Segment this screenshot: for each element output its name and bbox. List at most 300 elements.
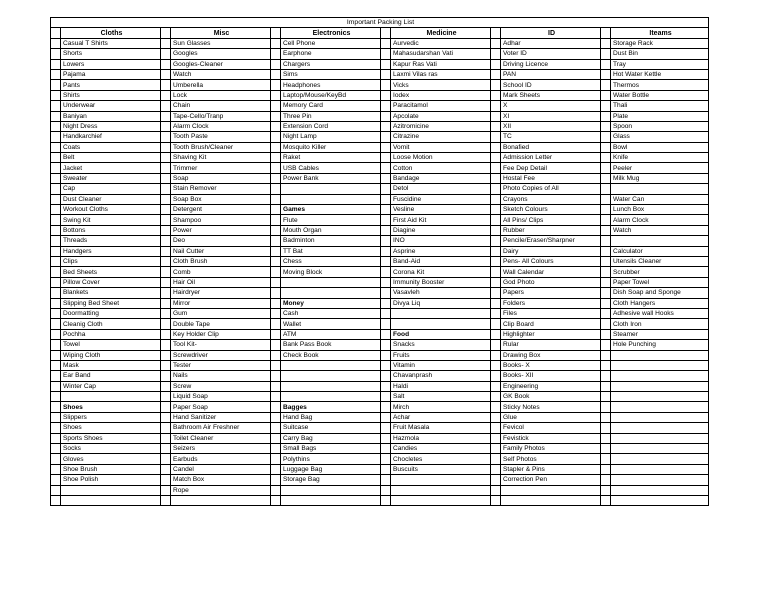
gap-cell	[51, 329, 61, 339]
item-cell: Candel	[171, 464, 271, 474]
item-cell: Moving Block	[281, 267, 381, 277]
item-cell: Laptop/Mouse/KeyBd	[281, 90, 381, 100]
gap-cell	[601, 69, 611, 79]
item-cell: Mirror	[171, 298, 271, 308]
gap-cell	[381, 464, 391, 474]
table-row	[51, 433, 709, 443]
gap-cell	[161, 121, 171, 131]
item-cell: Hot Water Kettle	[611, 69, 709, 79]
item-cell: Sims	[281, 69, 381, 79]
gap-cell	[601, 267, 611, 277]
gap-cell	[491, 454, 501, 464]
item-cell: Bandage	[391, 173, 491, 183]
item-cell: X	[501, 101, 601, 111]
gap-cell	[491, 121, 501, 131]
column-header: ID	[501, 28, 601, 38]
item-cell: Drawing Box	[501, 350, 601, 360]
item-cell: Mark Sheets	[501, 90, 601, 100]
gap-cell	[161, 256, 171, 266]
table-row	[51, 38, 709, 48]
gap-cell	[491, 194, 501, 204]
gap-cell	[51, 28, 61, 38]
item-cell: Achar	[391, 412, 491, 422]
gap-cell	[601, 402, 611, 412]
gap-cell	[381, 329, 391, 339]
gap-cell	[271, 236, 281, 246]
item-cell: Socks	[61, 444, 161, 454]
column-header: Medicine	[391, 28, 491, 38]
gap-cell	[381, 475, 391, 485]
gap-cell	[601, 142, 611, 152]
gap-cell	[491, 340, 501, 350]
item-cell: Pants	[61, 80, 161, 90]
gap-cell	[51, 350, 61, 360]
item-cell: Tape-Cello/Tranp	[171, 111, 271, 121]
packing-list-table	[50, 17, 709, 506]
gap-cell	[161, 423, 171, 433]
item-cell: Liquid Soap	[171, 392, 271, 402]
item-cell	[611, 350, 709, 360]
gap-cell	[491, 329, 501, 339]
item-cell: Food	[391, 329, 491, 339]
gap-cell	[381, 308, 391, 318]
gap-cell	[271, 308, 281, 318]
item-cell	[281, 495, 381, 505]
gap-cell	[271, 205, 281, 215]
gap-cell	[491, 111, 501, 121]
gap-cell	[601, 236, 611, 246]
item-cell: Fevicol	[501, 423, 601, 433]
item-cell: All Pins/ Clips	[501, 215, 601, 225]
gap-cell	[601, 423, 611, 433]
item-cell: Engineering	[501, 381, 601, 391]
item-cell: Water Bottle	[611, 90, 709, 100]
item-cell: Handgers	[61, 246, 161, 256]
gap-cell	[51, 38, 61, 48]
item-cell: Rular	[501, 340, 601, 350]
item-cell: Tooth Paste	[171, 132, 271, 142]
gap-cell	[381, 485, 391, 495]
item-cell: Buscuits	[391, 464, 491, 474]
item-cell: First Aid Kit	[391, 215, 491, 225]
gap-cell	[51, 423, 61, 433]
gap-cell	[51, 101, 61, 111]
item-cell: Mahasudarshan Vati	[391, 49, 491, 59]
item-cell: Shorts	[61, 49, 161, 59]
item-cell: Sketch Colours	[501, 205, 601, 215]
item-cell: Tester	[171, 360, 271, 370]
item-cell: Slipping Bed Sheet	[61, 298, 161, 308]
gap-cell	[601, 319, 611, 329]
item-cell	[281, 194, 381, 204]
item-cell: Fruit Masala	[391, 423, 491, 433]
gap-cell	[381, 111, 391, 121]
table-row	[51, 132, 709, 142]
item-cell: Stapler & Pins	[501, 464, 601, 474]
gap-cell	[51, 246, 61, 256]
gap-cell	[491, 80, 501, 90]
gap-cell	[601, 256, 611, 266]
item-cell: Slippers	[61, 412, 161, 422]
item-cell: Check Book	[281, 350, 381, 360]
gap-cell	[381, 402, 391, 412]
item-cell	[61, 485, 161, 495]
item-cell: Blankets	[61, 288, 161, 298]
table-row	[51, 194, 709, 204]
gap-cell	[271, 132, 281, 142]
gap-cell	[271, 402, 281, 412]
item-cell: Hostal Fee	[501, 173, 601, 183]
item-cell: Mouth Organ	[281, 225, 381, 235]
gap-cell	[51, 90, 61, 100]
item-cell: Underwear	[61, 101, 161, 111]
gap-cell	[161, 350, 171, 360]
item-cell: Aurvedic	[391, 38, 491, 48]
item-cell: Memory Card	[281, 101, 381, 111]
gap-cell	[381, 267, 391, 277]
item-cell: Suitcase	[281, 423, 381, 433]
gap-cell	[381, 90, 391, 100]
gap-cell	[601, 392, 611, 402]
gap-cell	[161, 475, 171, 485]
gap-cell	[161, 59, 171, 69]
gap-cell	[381, 132, 391, 142]
gap-cell	[161, 454, 171, 464]
gap-cell	[491, 392, 501, 402]
item-cell: Seizers	[171, 444, 271, 454]
item-cell: Small Bags	[281, 444, 381, 454]
gap-cell	[161, 132, 171, 142]
item-cell: Googles	[171, 49, 271, 59]
item-cell: Clips	[61, 256, 161, 266]
item-cell: Bottons	[61, 225, 161, 235]
gap-cell	[381, 381, 391, 391]
item-cell: God Photo	[501, 277, 601, 287]
gap-cell	[51, 298, 61, 308]
item-cell	[501, 485, 601, 495]
gap-cell	[271, 319, 281, 329]
gap-cell	[271, 423, 281, 433]
item-cell: Comb	[171, 267, 271, 277]
item-cell	[391, 485, 491, 495]
gap-cell	[51, 402, 61, 412]
gap-cell	[601, 412, 611, 422]
gap-cell	[271, 485, 281, 495]
gap-cell	[161, 298, 171, 308]
gap-cell	[51, 225, 61, 235]
gap-cell	[381, 225, 391, 235]
gap-cell	[51, 277, 61, 287]
gap-cell	[491, 215, 501, 225]
gap-cell	[161, 69, 171, 79]
gap-cell	[271, 80, 281, 90]
item-cell: Shaving Kit	[171, 153, 271, 163]
table-row	[51, 59, 709, 69]
gap-cell	[271, 381, 281, 391]
gap-cell	[381, 392, 391, 402]
gap-cell	[51, 205, 61, 215]
item-cell	[611, 184, 709, 194]
item-cell: Water Can	[611, 194, 709, 204]
table-row	[51, 412, 709, 422]
item-cell	[611, 236, 709, 246]
gap-cell	[51, 80, 61, 90]
table-row	[51, 90, 709, 100]
item-cell: Divya Liq	[391, 298, 491, 308]
gap-cell	[601, 163, 611, 173]
table-row	[51, 101, 709, 111]
item-cell: Books- XII	[501, 371, 601, 381]
gap-cell	[381, 69, 391, 79]
gap-cell	[491, 69, 501, 79]
gap-cell	[161, 49, 171, 59]
gap-cell	[51, 267, 61, 277]
item-cell: Belt	[61, 153, 161, 163]
gap-cell	[51, 485, 61, 495]
gap-cell	[601, 111, 611, 121]
item-cell: Cell Phone	[281, 38, 381, 48]
table-row	[51, 329, 709, 339]
gap-cell	[491, 288, 501, 298]
gap-cell	[161, 495, 171, 505]
item-cell: Watch	[171, 69, 271, 79]
item-cell: Chocletes	[391, 454, 491, 464]
gap-cell	[51, 49, 61, 59]
gap-cell	[491, 464, 501, 474]
gap-cell	[601, 101, 611, 111]
gap-cell	[601, 173, 611, 183]
gap-cell	[51, 454, 61, 464]
item-cell: Hole Punching	[611, 340, 709, 350]
table-row	[51, 49, 709, 59]
gap-cell	[51, 194, 61, 204]
gap-cell	[491, 277, 501, 287]
item-cell: Cotton	[391, 163, 491, 173]
gap-cell	[601, 132, 611, 142]
gap-cell	[381, 80, 391, 90]
item-cell: Fuscidine	[391, 194, 491, 204]
item-cell: Apcolate	[391, 111, 491, 121]
item-cell	[611, 360, 709, 370]
item-cell: Shirts	[61, 90, 161, 100]
item-cell: Folders	[501, 298, 601, 308]
item-cell: Toilet Cleaner	[171, 433, 271, 443]
gap-cell	[601, 329, 611, 339]
item-cell: Plate	[611, 111, 709, 121]
item-cell: Soap Box	[171, 194, 271, 204]
gap-cell	[491, 205, 501, 215]
item-cell: Diagine	[391, 225, 491, 235]
gap-cell	[51, 371, 61, 381]
item-cell: Nails	[171, 371, 271, 381]
item-cell: XII	[501, 121, 601, 131]
table-row	[51, 121, 709, 131]
item-cell: Steamer	[611, 329, 709, 339]
item-cell: Paracitamol	[391, 101, 491, 111]
gap-cell	[491, 360, 501, 370]
gap-cell	[491, 256, 501, 266]
gap-cell	[161, 381, 171, 391]
item-cell: Papers	[501, 288, 601, 298]
item-cell: Sticky Notes	[501, 402, 601, 412]
gap-cell	[381, 121, 391, 131]
gap-cell	[381, 163, 391, 173]
item-cell: Wall Calendar	[501, 267, 601, 277]
item-cell: GK Book	[501, 392, 601, 402]
gap-cell	[601, 277, 611, 287]
item-cell: Lock	[171, 90, 271, 100]
item-cell: Wallet	[281, 319, 381, 329]
gap-cell	[271, 464, 281, 474]
gap-cell	[161, 163, 171, 173]
gap-cell	[51, 153, 61, 163]
table-row	[51, 402, 709, 412]
item-cell: Files	[501, 308, 601, 318]
gap-cell	[491, 444, 501, 454]
item-cell: Badminton	[281, 236, 381, 246]
gap-cell	[381, 236, 391, 246]
table-row	[51, 80, 709, 90]
gap-cell	[381, 412, 391, 422]
item-cell: Kapur Ras Vati	[391, 59, 491, 69]
gap-cell	[161, 485, 171, 495]
item-cell	[611, 402, 709, 412]
item-cell: Vicks	[391, 80, 491, 90]
gap-cell	[51, 360, 61, 370]
item-cell: Nail Cutter	[171, 246, 271, 256]
gap-cell	[161, 205, 171, 215]
gap-cell	[491, 49, 501, 59]
gap-cell	[601, 381, 611, 391]
gap-cell	[381, 360, 391, 370]
item-cell: Cleanig Cloth	[61, 319, 161, 329]
gap-cell	[271, 298, 281, 308]
item-cell: Gloves	[61, 454, 161, 464]
table-row	[51, 111, 709, 121]
gap-cell	[271, 277, 281, 287]
item-cell	[611, 475, 709, 485]
item-cell: Sweater	[61, 173, 161, 183]
gap-cell	[271, 392, 281, 402]
item-cell: TT Bat	[281, 246, 381, 256]
item-cell: Calculator	[611, 246, 709, 256]
gap-cell	[161, 371, 171, 381]
gap-cell	[381, 444, 391, 454]
item-cell: Bed Sheets	[61, 267, 161, 277]
item-cell: Swing Kit	[61, 215, 161, 225]
item-cell: Earphone	[281, 49, 381, 59]
item-cell: Glue	[501, 412, 601, 422]
item-cell: Hazmola	[391, 433, 491, 443]
table-row	[51, 277, 709, 287]
gap-cell	[601, 288, 611, 298]
gap-cell	[491, 163, 501, 173]
gap-cell	[601, 444, 611, 454]
table-row	[51, 350, 709, 360]
gap-cell	[601, 28, 611, 38]
item-cell	[611, 495, 709, 505]
item-cell	[281, 288, 381, 298]
item-cell: Handkarchief	[61, 132, 161, 142]
item-cell: Towel	[61, 340, 161, 350]
gap-cell	[161, 173, 171, 183]
gap-cell	[271, 475, 281, 485]
table-row	[51, 163, 709, 173]
item-cell: Pillow Cover	[61, 277, 161, 287]
gap-cell	[381, 194, 391, 204]
gap-cell	[271, 121, 281, 131]
gap-cell	[51, 381, 61, 391]
item-cell: Fruits	[391, 350, 491, 360]
gap-cell	[271, 38, 281, 48]
item-cell: Self Photos	[501, 454, 601, 464]
gap-cell	[161, 215, 171, 225]
item-cell: Stain Remover	[171, 184, 271, 194]
item-cell: Rope	[171, 485, 271, 495]
item-cell: Threads	[61, 236, 161, 246]
item-cell: Night Dress	[61, 121, 161, 131]
item-cell	[611, 381, 709, 391]
gap-cell	[601, 184, 611, 194]
gap-cell	[601, 225, 611, 235]
table-row	[51, 308, 709, 318]
item-cell: Bonafied	[501, 142, 601, 152]
gap-cell	[271, 288, 281, 298]
table-row	[51, 444, 709, 454]
item-cell: Corona Kit	[391, 267, 491, 277]
table-row	[51, 69, 709, 79]
gap-cell	[601, 454, 611, 464]
item-cell: Rubber	[501, 225, 601, 235]
gap-cell	[381, 495, 391, 505]
gap-cell	[601, 205, 611, 215]
table-row	[51, 454, 709, 464]
item-cell: Doormatting	[61, 308, 161, 318]
gap-cell	[51, 256, 61, 266]
item-cell: Snacks	[391, 340, 491, 350]
gap-cell	[161, 444, 171, 454]
item-cell: Driving Licence	[501, 59, 601, 69]
item-cell: School ID	[501, 80, 601, 90]
item-cell: Three Pin	[281, 111, 381, 121]
item-cell: Shoe Brush	[61, 464, 161, 474]
item-cell: Dust Bin	[611, 49, 709, 59]
item-cell	[501, 495, 601, 505]
gap-cell	[491, 423, 501, 433]
item-cell: Thali	[611, 101, 709, 111]
item-cell: INO	[391, 236, 491, 246]
table-row	[51, 267, 709, 277]
item-cell: Cash	[281, 308, 381, 318]
gap-cell	[381, 153, 391, 163]
item-cell: Chain	[171, 101, 271, 111]
table-row	[51, 153, 709, 163]
gap-cell	[601, 38, 611, 48]
gap-cell	[271, 225, 281, 235]
gap-cell	[271, 90, 281, 100]
item-cell: Fee Dep Detail	[501, 163, 601, 173]
item-cell: Extension Cord	[281, 121, 381, 131]
gap-cell	[271, 184, 281, 194]
gap-cell	[381, 205, 391, 215]
gap-cell	[161, 329, 171, 339]
item-cell: Band-Aid	[391, 256, 491, 266]
table-row	[51, 236, 709, 246]
gap-cell	[161, 236, 171, 246]
gap-cell	[271, 329, 281, 339]
table-row	[51, 475, 709, 485]
item-cell	[611, 464, 709, 474]
